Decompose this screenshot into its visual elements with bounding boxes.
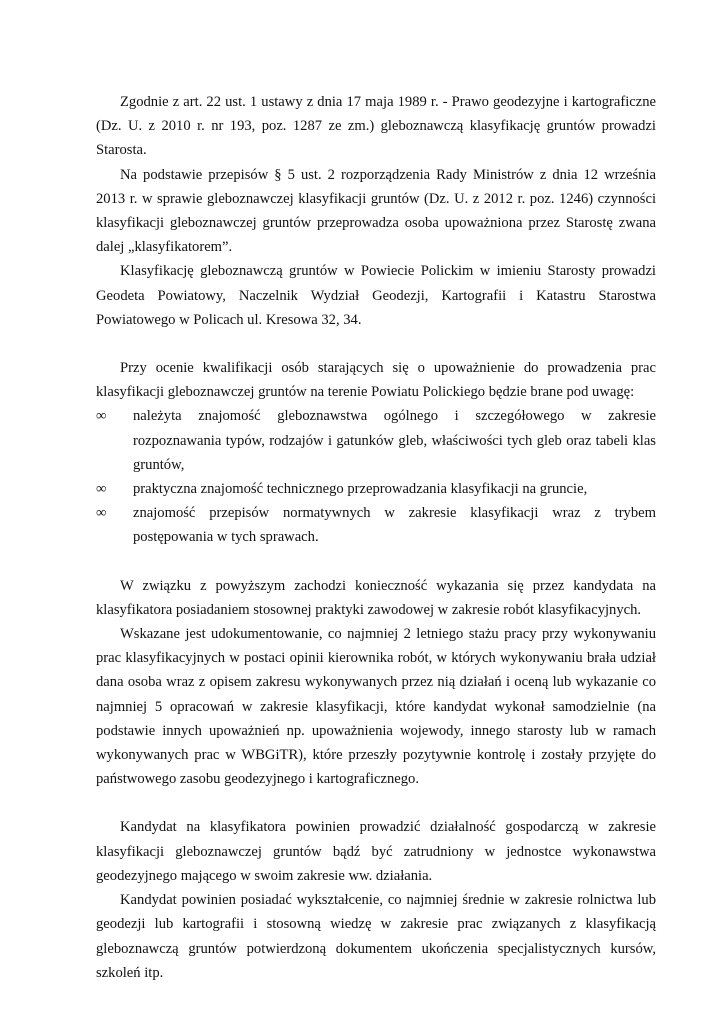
paragraph-qualification-intro: Przy ocenie kwalifikacji osób starających się o upoważnienie do prowadzenia prac klasyfikacji gleboznawczej gruntów na terenie Powiatu Polickiego będzie brane pod uwagę: bbox=[96, 360, 656, 401]
paragraph-practice-requirement: W związku z powyższym zachodzi konieczność wykazania się przez kandydata na klasyfikatora posiadaniem stosownej praktyki zawodowej w zakresie robót klasyfikacyjnych. bbox=[96, 577, 656, 618]
paragraph-regulation: Na podstawie przepisów § 5 ust. 2 rozporządzenia Rady Ministrów z dnia 12 września 2013 r. w sprawie gleboznawczej klasyfikacji gruntów (Dz. U. z 2012 r. poz. 1246) czynności klasyfikacji gleboznawczej gruntów przeprowadza osoba upoważniona przez Starostę zwana dalej „klasyfikatorem”. bbox=[96, 166, 656, 256]
document-page bbox=[96, 90, 656, 985]
list-item bbox=[96, 477, 656, 501]
list-item-text: należyta znajomość gleboznawstwa ogólnego i szczegółowego w zakresie rozpoznawania typów, rodzajów i gatunków gleb, właściwości tych gleb oraz tabeli klas gruntów, bbox=[133, 408, 656, 473]
list-item-text: znajomość przepisów normatywnych w zakresie klasyfikacji wraz z trybem postępowania w tych sprawach. bbox=[133, 505, 656, 546]
infinity-bullet-icon: ∞ bbox=[96, 481, 107, 498]
list-item bbox=[96, 404, 656, 477]
list-item-text: praktyczna znajomość technicznego przeprowadzania klasyfikacji na gruncie, bbox=[133, 481, 588, 498]
infinity-bullet-icon: ∞ bbox=[96, 505, 107, 522]
list-item bbox=[96, 501, 656, 549]
paragraph-classification-office: Klasyfikację gleboznawczą gruntów w Powiecie Polickim w imieniu Starosty prowadzi Geodeta Powiatowy, Naczelnik Wydział Geodezji, Kartografii i Katastru Starostwa Powiatowego w Policach ul. Kresowa 32, 34. bbox=[96, 263, 656, 328]
paragraph-business-activity: Kandydat na klasyfikatora powinien prowadzić działalność gospodarczą w zakresie klasyfikacji gleboznawczej gruntów bądź być zatrudniony w jednostce wykonawstwa geodezyjnego mającego w swoim zakresie ww. działania. bbox=[96, 819, 656, 884]
infinity-bullet-icon: ∞ bbox=[96, 408, 107, 425]
paragraph-legal-basis: Zgodnie z art. 22 ust. 1 ustawy z dnia 17 maja 1989 r. - Prawo geodezyjne i kartograficzne (Dz. U. z 2010 r. nr 193, poz. 1287 ze zm.) gleboznawczą klasyfikację gruntów prowadzi Starosta. bbox=[96, 94, 656, 159]
qualification-list bbox=[96, 404, 656, 549]
paragraph-documentation: Wskazane jest udokumentowanie, co najmniej 2 letniego stażu pracy przy wykonywaniu prac klasyfikacyjnych w postaci opinii kierownika robót, w których wykonywaniu brała udział dana osoba wraz z opisem zakresu wykonywanych przez nią działań i oceną lub wykazanie co najmniej 5 opracowań w zakresie klasyfikacji, które kandydat wykonał samodzielnie (na podstawie innych upoważnień np. upoważnienia wojewody, innego starosty lub w ramach wykonywanych prac w WBGiTR), które przeszły pozytywnie kontrolę i zostały przyjęte do państwowego zasobu geodezyjnego i kartograficznego. bbox=[96, 626, 656, 788]
paragraph-education: Kandydat powinien posiadać wykształcenie, co najmniej średnie w zakresie rolnictwa lub geodezji lub kartografii i stosowną wiedzę w zakresie prac związanych z klasyfikacją gleboznawczą gruntów potwierdzoną dokumentem ukończenia specjalistycznych kursów, szkoleń itp. bbox=[96, 892, 656, 981]
